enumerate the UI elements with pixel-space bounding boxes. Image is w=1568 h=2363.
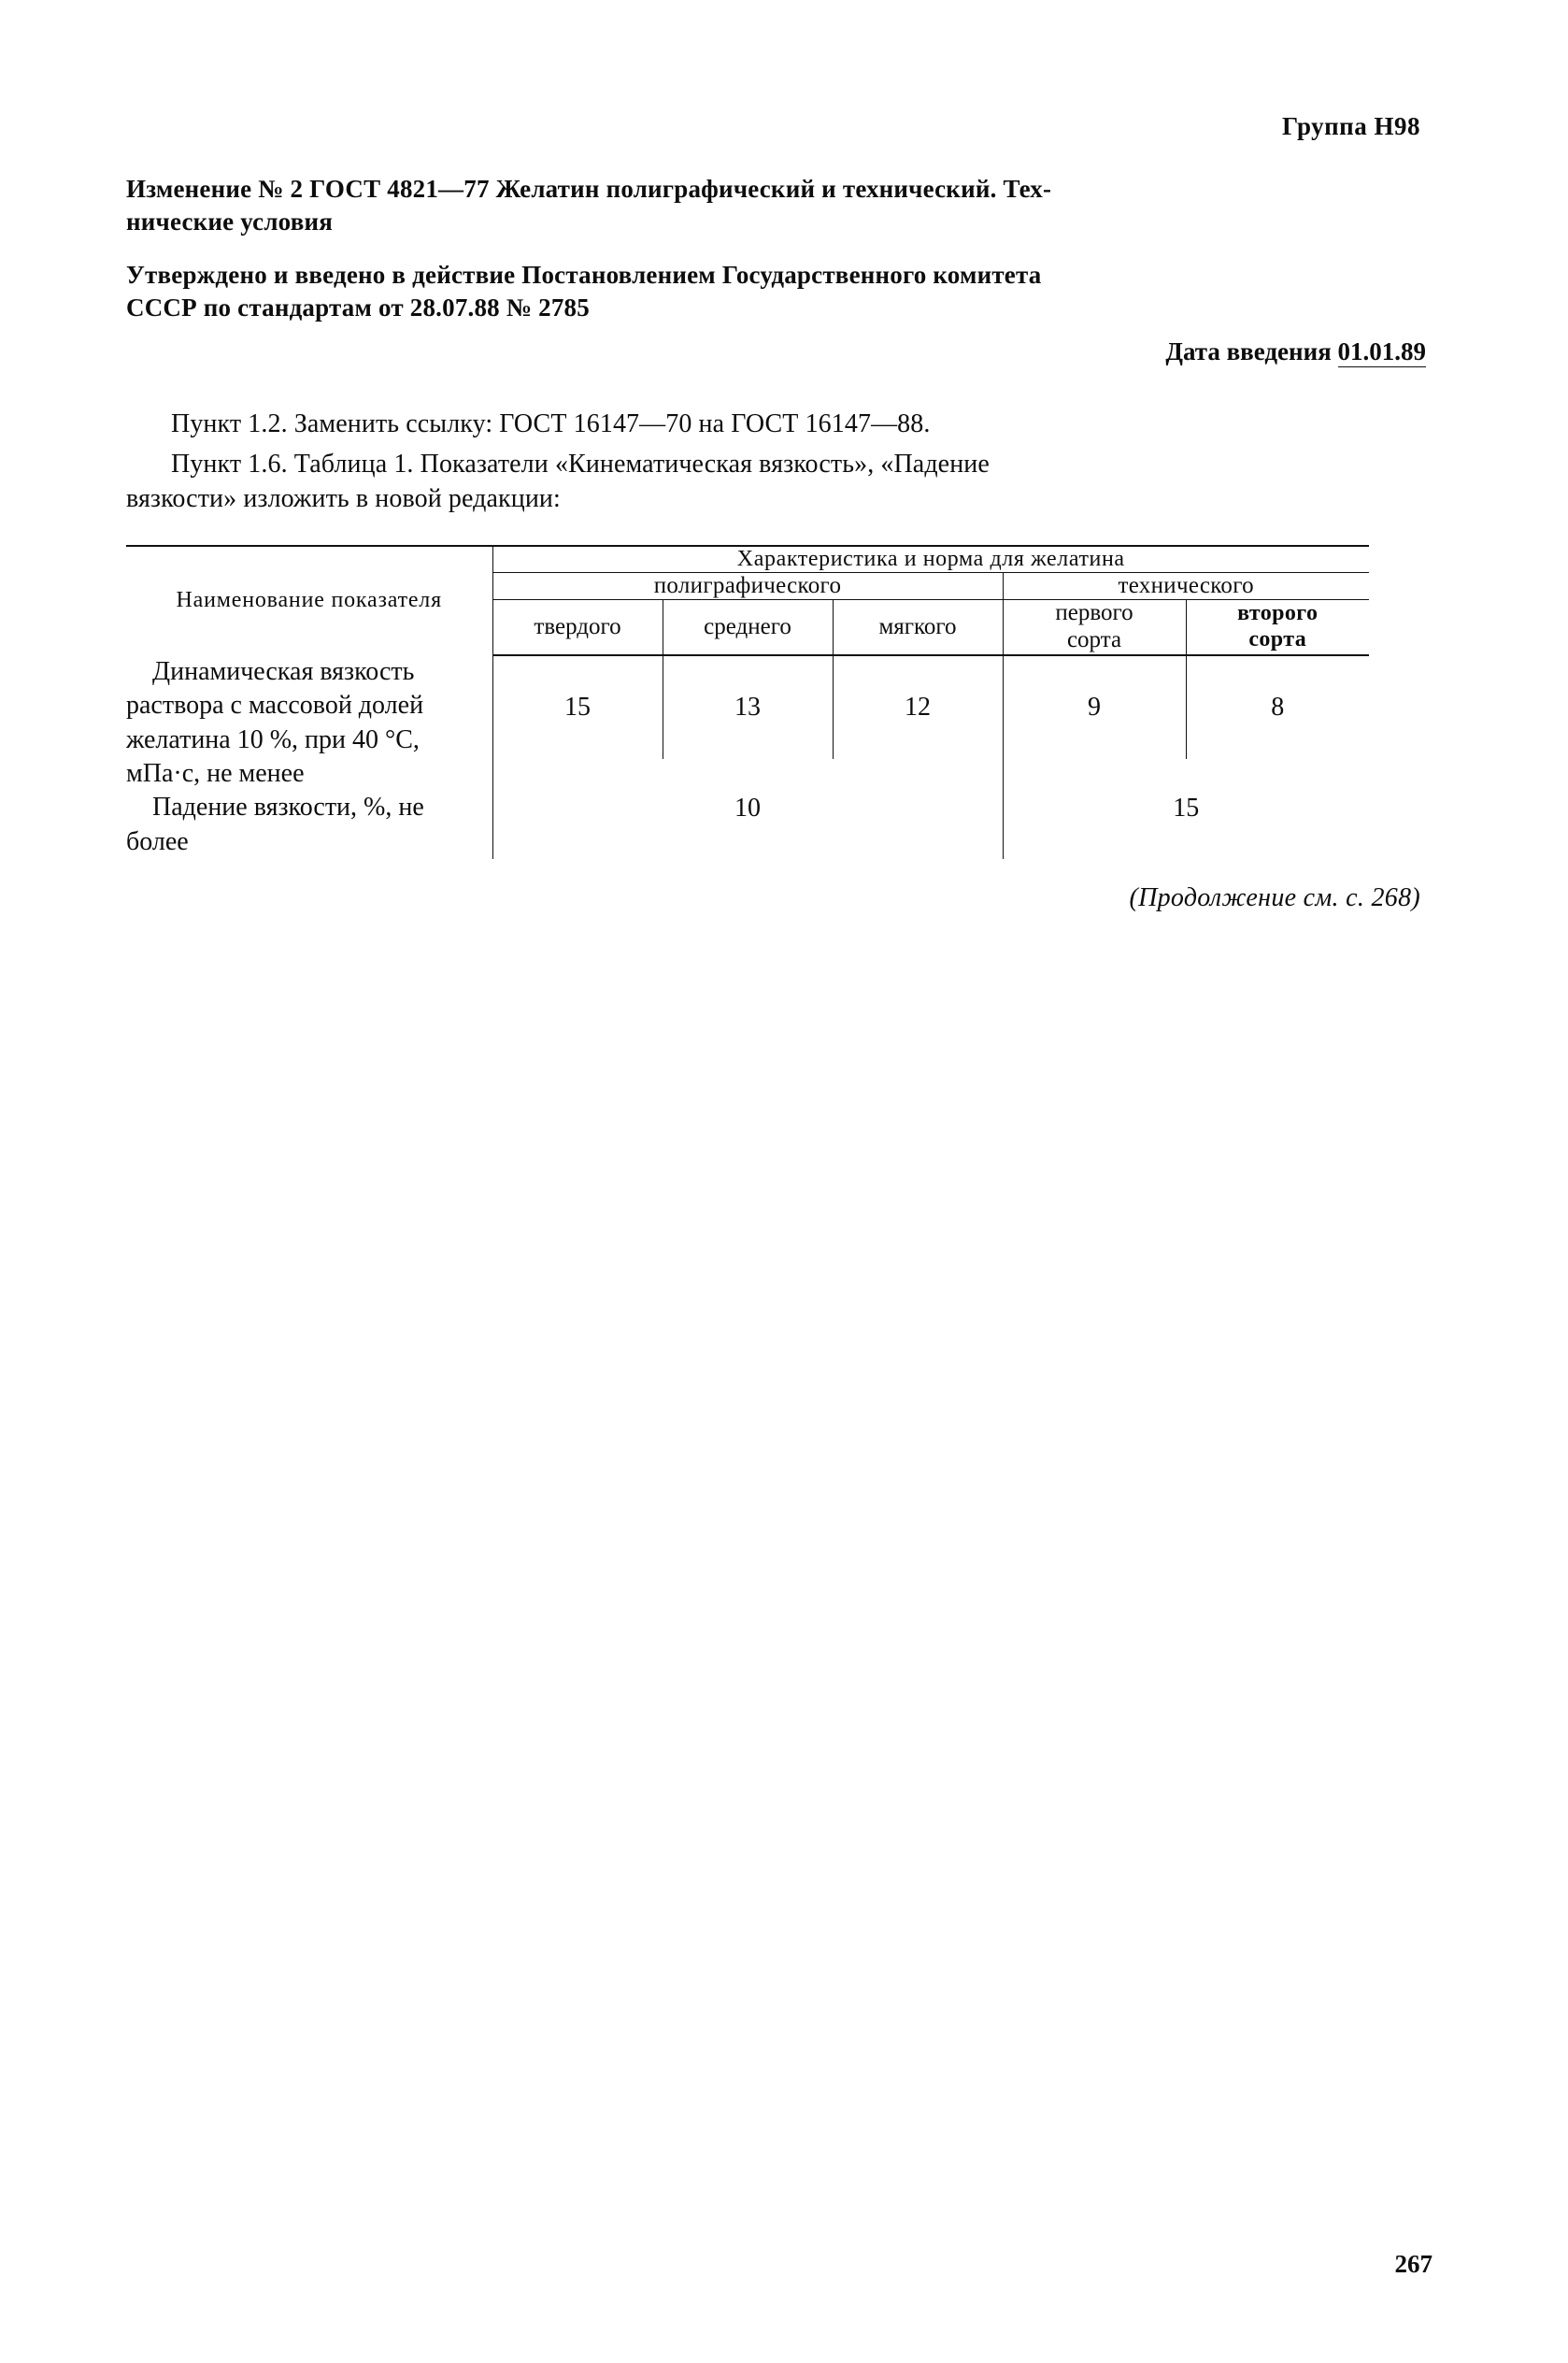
row1-value-grade-2: 8: [1271, 692, 1285, 722]
table-row: [126, 655, 1369, 759]
row2-name-line-1: Падение вязкости, %, не: [152, 793, 424, 823]
header-col-grade-1: [1003, 600, 1186, 655]
specification-table: [126, 545, 1369, 859]
header-group-technical: технического: [1003, 573, 1369, 600]
row1-value-soft: 12: [833, 655, 1003, 759]
header-col-hard: твердого: [492, 600, 663, 655]
paragraph-1-6: [126, 448, 1430, 517]
header-col-grade-1-line-1: первого: [1055, 600, 1133, 626]
continuation-note: (Продолжение см. с. 268): [1129, 883, 1420, 913]
header-indicator-name: Наименование показателя: [126, 546, 492, 655]
row1-name-line-4: мПа·с, не менее: [126, 758, 305, 788]
row1-name-line-2: раствора с массовой долей: [126, 691, 424, 721]
row1-name-line-1: Динамическая вязкость: [152, 656, 415, 686]
paragraph-1-6-line-2: вязкости» изложить в новой редакции:: [126, 484, 561, 514]
page-number: 267: [1394, 2250, 1433, 2278]
approval-block: [126, 259, 1430, 324]
header-group-polygraphic: полиграфического: [492, 573, 1003, 600]
row2-name-line-2: более: [126, 826, 189, 856]
row1-value-grade-1: 9: [1003, 655, 1186, 759]
amendment-title: [126, 173, 1430, 238]
approval-line-1: Утверждено и введено в действие Постановлением Государственного комитета: [126, 261, 1042, 290]
table-header-row-1: [126, 546, 1369, 573]
effective-date-label: Дата введения: [1165, 337, 1332, 366]
row2-value-technical: 15: [1173, 794, 1200, 823]
header-col-medium: среднего: [663, 600, 833, 655]
header-col-soft: мягкого: [833, 600, 1003, 655]
paragraph-1-2: Пункт 1.2. Заменить ссылку: ГОСТ 16147—70 на ГОСТ 16147—88.: [171, 409, 931, 439]
header-characteristic: Характеристика и норма для желатина: [492, 546, 1369, 573]
paragraph-1-6-line-1: Пункт 1.6. Таблица 1. Показатели «Кинематическая вязкость», «Падение: [171, 450, 990, 480]
header-col-grade-2-line-2: сорта: [1248, 626, 1307, 652]
effective-date: [126, 337, 1430, 366]
group-code: Группа Н98: [1281, 112, 1420, 140]
effective-date-value: 01.01.89: [1337, 337, 1426, 366]
amendment-line-1: Изменение № 2 ГОСТ 4821—77 Желатин полиграфический и технический. Тех-: [126, 175, 1052, 203]
header-col-grade-2: [1186, 600, 1369, 655]
page-content: [126, 112, 1430, 913]
row1-value-medium: 13: [663, 655, 833, 759]
row-indicator-names: [126, 655, 492, 859]
header-col-grade-1-line-2: сорта: [1066, 626, 1122, 652]
approval-line-2: СССР по стандартам от 28.07.88 № 2785: [126, 294, 590, 322]
row1-name-line-3: желатина 10 %, при 40 °С,: [126, 724, 420, 754]
row1-value-hard: 15: [492, 655, 663, 759]
header-col-grade-2-line-1: второго: [1237, 601, 1319, 626]
amendment-line-2: нические условия: [126, 208, 334, 236]
row2-value-polygraphic: 10: [492, 759, 1003, 860]
